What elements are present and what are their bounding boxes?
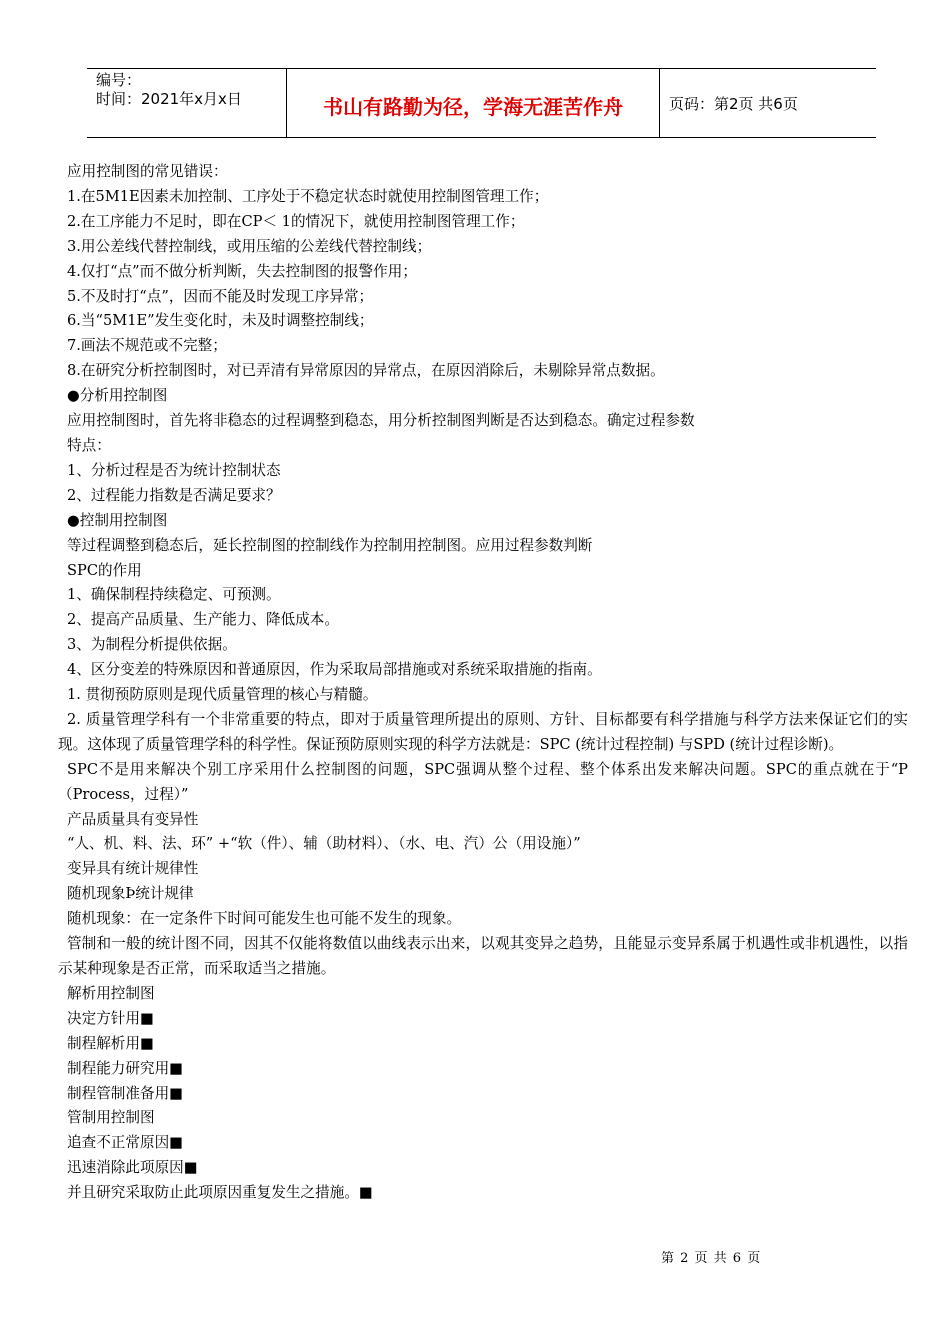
text-line: 应用控制图时，首先将非稳态的过程调整到稳态，用分析控制图判断是否达到稳态。确定过程参数 xyxy=(67,412,695,430)
text-line: 8.在研究分析控制图时，对已弄清有异常原因的异常点，在原因消除后，未剔除异常点数据。 xyxy=(67,362,665,380)
text-line: 产品质量具有变异性 xyxy=(67,810,199,828)
text-line: 5.不及时打“点”，因而不能及时发现工序异常； xyxy=(67,287,374,305)
time-label: 时间：2021年x月x日 xyxy=(96,90,242,108)
text-line: ●控制用控制图 xyxy=(67,511,168,529)
text-line: 1. 贯彻预防原则是现代质量管理的核心与精髓。 xyxy=(67,686,378,704)
text-line: 制程能力研究用■ xyxy=(67,1059,183,1077)
paragraph-2: SPC不是用来解决个别工序采用什么控制图的问题，SPC强调从整个过程、整个体系出发来解决问题。SPC的重点就在于“P（Process，过程）” xyxy=(58,760,908,803)
text-line: 应用控制图的常见错误： xyxy=(67,163,228,180)
text-line: 1.在5M1E因素未加控制、工序处于不稳定状态时就使用控制图管理工作； xyxy=(67,187,549,205)
header-meta xyxy=(87,69,287,137)
text-line: 1、确保制程持续稳定、可预测。 xyxy=(67,586,281,604)
text-line: 迅速消除此项原因■ xyxy=(67,1159,198,1177)
text-line: 4.仅打“点”而不做分析判断，失去控制图的报警作用； xyxy=(67,262,417,280)
text-line: 2、过程能力指数是否满足要求？ xyxy=(67,486,281,504)
paragraph-3: 管制和一般的统计图不同，因其不仅能将数值以曲线表示出来，以观其变异之趋势，且能显示变异系属于机遇性或非机遇性，以指示某种现象是否正常，而采取适当之措施。 xyxy=(58,935,908,977)
text-block-1 xyxy=(58,160,908,708)
page-footer: 第 2 页 共 6 页 xyxy=(661,1251,762,1266)
text-line: 解析用控制图 xyxy=(67,984,155,1002)
text-line: 并且研究采取防止此项原因重复发生之措施。■ xyxy=(67,1184,373,1202)
text-line: 等过程调整到稳态后，延长控制图的控制线作为控制用控制图。应用过程参数判断 xyxy=(67,536,593,554)
text-line: 决定方针用■ xyxy=(67,1009,154,1027)
text-line: 随机现象：在一定条件下时间可能发生也可能不发生的现象。 xyxy=(67,910,462,928)
text-line: 1、分析过程是否为统计控制状态 xyxy=(67,461,281,479)
text-block-2 xyxy=(58,808,908,933)
header-motto: 书山有路勤为径，学海无涯苦作舟 xyxy=(287,69,660,137)
text-line: 特点： xyxy=(67,436,111,454)
text-line: “人、机、料、法、环” +“软（件）、辅（助材料）、（水、电、汽）公（用设施）” xyxy=(67,835,581,853)
text-line: 2、提高产品质量、生产能力、降低成本。 xyxy=(67,611,339,629)
header-page-label: 页码：第2页 共6页 xyxy=(669,94,798,113)
text-line: 随机现象Þ统计规律 xyxy=(67,885,194,903)
text-line: 3、为制程分析提供依据。 xyxy=(67,636,237,654)
text-line: 追查不正常原因■ xyxy=(67,1134,183,1152)
text-line: 4、区分变差的特殊原因和普通原因，作为采取局部措施或对系统采取措施的指南。 xyxy=(67,661,602,679)
number-label: 编号： xyxy=(96,71,142,89)
text-line: 3.用公差线代替控制线，或用压缩的公差线代替控制线； xyxy=(67,237,432,255)
text-line: 制程管制准备用■ xyxy=(67,1084,183,1102)
text-line: 变异具有统计规律性 xyxy=(67,860,199,878)
text-line: 7.画法不规范或不完整； xyxy=(67,337,227,355)
text-line: 2.在工序能力不足时，即在CP＜ 1的情况下，就使用控制图管理工作； xyxy=(67,212,525,230)
header-table xyxy=(87,68,876,138)
text-line: SPC的作用 xyxy=(67,561,142,579)
text-line: ●分析用控制图 xyxy=(67,387,168,405)
text-line: 制程解析用■ xyxy=(67,1034,154,1052)
paragraph-1: 2. 质量管理学科有一个非常重要的特点，即对于质量管理所提出的原则、方针、目标都要有科学措施与科学方法来保证它们的实现。这体现了质量管理学科的科学性。保证预防原则实现的科学方法就是：SPC (统计过程控制) 与SPD (统计过程诊断)。 xyxy=(58,710,908,753)
document-body xyxy=(58,160,908,1206)
text-line: 管制用控制图 xyxy=(67,1109,155,1127)
text-block-3 xyxy=(58,982,908,1206)
text-line: 6.当“5M1E”发生变化时，未及时调整控制线； xyxy=(67,312,374,330)
